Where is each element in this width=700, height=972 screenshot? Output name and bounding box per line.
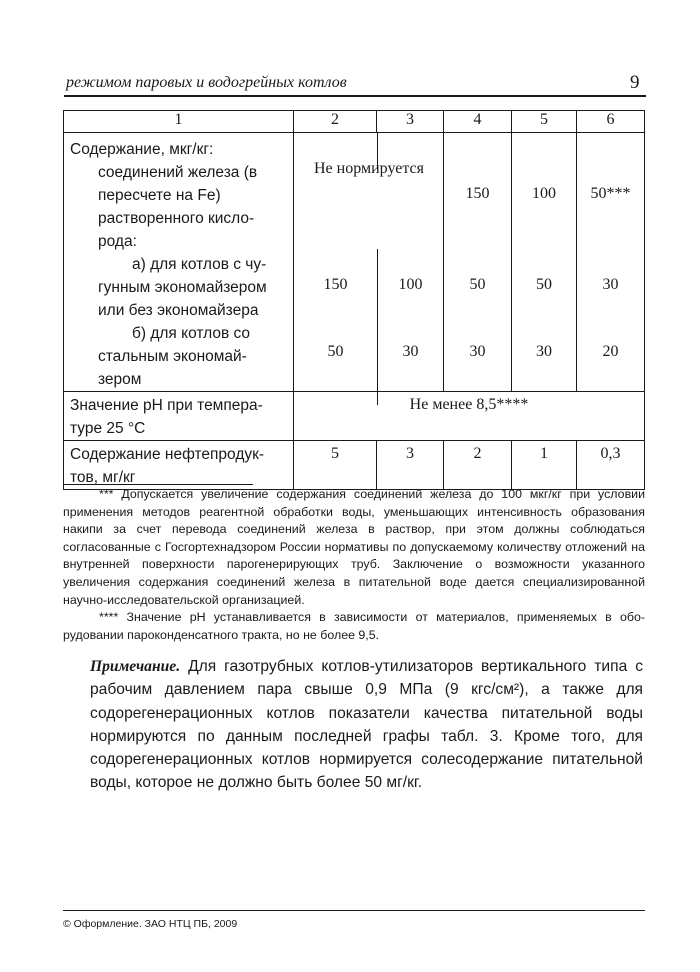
label-line: гунным экономайзером bbox=[98, 279, 267, 296]
label-line: б) для котлов со bbox=[132, 325, 251, 342]
oxygen-b-col4: 30 bbox=[469, 343, 486, 360]
values-col-4 bbox=[444, 133, 512, 392]
note-paragraph bbox=[90, 655, 643, 795]
column-header: 3 bbox=[377, 111, 444, 133]
oxygen-a-col6: 30 bbox=[602, 276, 619, 293]
note-lead: Примечание. bbox=[90, 658, 181, 675]
iron-not-normed: Не нормируется bbox=[314, 160, 424, 177]
oil-label-cell bbox=[64, 441, 294, 490]
oil-col3: 3 bbox=[377, 441, 444, 490]
values-col-5 bbox=[512, 133, 577, 392]
column-header: 4 bbox=[444, 111, 512, 133]
oxygen-b-col5: 30 bbox=[536, 343, 552, 360]
label-line: тов, мг/кг bbox=[70, 469, 136, 486]
table-row-ph bbox=[64, 392, 645, 441]
oxygen-a-col5: 50 bbox=[536, 276, 552, 293]
label-line: растворенного кисло- bbox=[98, 210, 255, 227]
oil-col2: 5 bbox=[294, 441, 377, 490]
values-cols-2-3 bbox=[294, 133, 444, 392]
oil-col6: 0,3 bbox=[577, 441, 645, 490]
header-rule bbox=[64, 95, 646, 97]
footnote-rule bbox=[63, 484, 253, 485]
footnote-ph: **** Значение pH устанавливается в зависимости от материалов, применяемых в оборудовании пароконденсатного тракта, но не более 9,5. bbox=[63, 610, 645, 642]
footer-copyright: © Оформление. ЗАО НТЦ ПБ, 2009 bbox=[63, 918, 238, 930]
oxygen-a-col3: 100 bbox=[398, 276, 423, 293]
oxygen-b-col6: 20 bbox=[602, 343, 619, 360]
table-header-row bbox=[64, 111, 645, 133]
footnote-iron: *** Допускается увеличение содержания соединений железа до 100 мкг/кг при условии применения методов реагентной обработки воды, уменьшающих интенсивность образования накипи за счет перевода соединений железа в раствор, при этом должны соблюдаться согласованные с Госгортехнадзором России нормативы по допускаемому количеству отложений на внутренней поверхности парогенерирующих труб. Заключение о возможности указанного увеличения содержания соединений железа в питательной воде дается специализированной научно-исследовательской организацией. bbox=[63, 487, 645, 607]
table-row-content bbox=[64, 133, 645, 392]
column-header: 1 bbox=[64, 111, 294, 133]
label-line: соединений железа (в bbox=[98, 164, 258, 181]
note-text: Для газотрубных котлов-утилизаторов вертикального типа с рабочим давлением пара свыше 0,9 МПа (9 кгс/см²), а также для содорегенерационных котлов показатели качества питательной воды нормируются по данным последней графы табл. 3. Кроме того, для содорегенерационных котлов нормируется солесодержание питательной воды, которое не должно быть более 50 мг/кг. bbox=[90, 658, 643, 792]
values-col-6 bbox=[577, 133, 645, 392]
oxygen-a-col4: 50 bbox=[469, 276, 486, 293]
water-quality-table bbox=[63, 110, 645, 490]
label-line: рода: bbox=[98, 233, 137, 250]
iron-col5: 100 bbox=[532, 185, 556, 202]
page-number: 9 bbox=[630, 72, 640, 93]
footer-rule bbox=[63, 910, 645, 911]
content-label-cell bbox=[64, 133, 294, 392]
label-line: Значение pH при темпера- bbox=[70, 397, 263, 414]
label-line: Содержание нефтепродук- bbox=[70, 446, 265, 463]
label-line: стальным экономай- bbox=[98, 348, 247, 365]
oil-col4: 2 bbox=[444, 441, 512, 490]
label-line: зером bbox=[98, 371, 142, 388]
column-header: 6 bbox=[577, 111, 645, 133]
oil-col5: 1 bbox=[512, 441, 577, 490]
label-line: пересчете на Fe) bbox=[98, 187, 221, 204]
oxygen-a-col2: 150 bbox=[323, 276, 348, 293]
table-row-oil bbox=[64, 441, 645, 490]
ph-label-cell bbox=[64, 392, 294, 441]
footnotes bbox=[63, 486, 645, 644]
ph-value: Не менее 8,5**** bbox=[294, 392, 645, 441]
column-header: 2 bbox=[294, 111, 377, 133]
label-line: а) для котлов с чу- bbox=[132, 256, 267, 273]
iron-col4: 150 bbox=[465, 185, 490, 202]
iron-col6: 50*** bbox=[590, 185, 631, 202]
label-line: Содержание, мкг/кг: bbox=[70, 141, 214, 158]
column-header: 5 bbox=[512, 111, 577, 133]
oxygen-b-col2: 50 bbox=[327, 343, 344, 360]
column-divider bbox=[377, 249, 378, 405]
label-line: или без экономайзера bbox=[98, 302, 259, 319]
label-line: туре 25 °С bbox=[70, 420, 146, 437]
oxygen-b-col3: 30 bbox=[402, 343, 419, 360]
running-header-title: режимом паровых и водогрейных котлов bbox=[66, 74, 347, 91]
